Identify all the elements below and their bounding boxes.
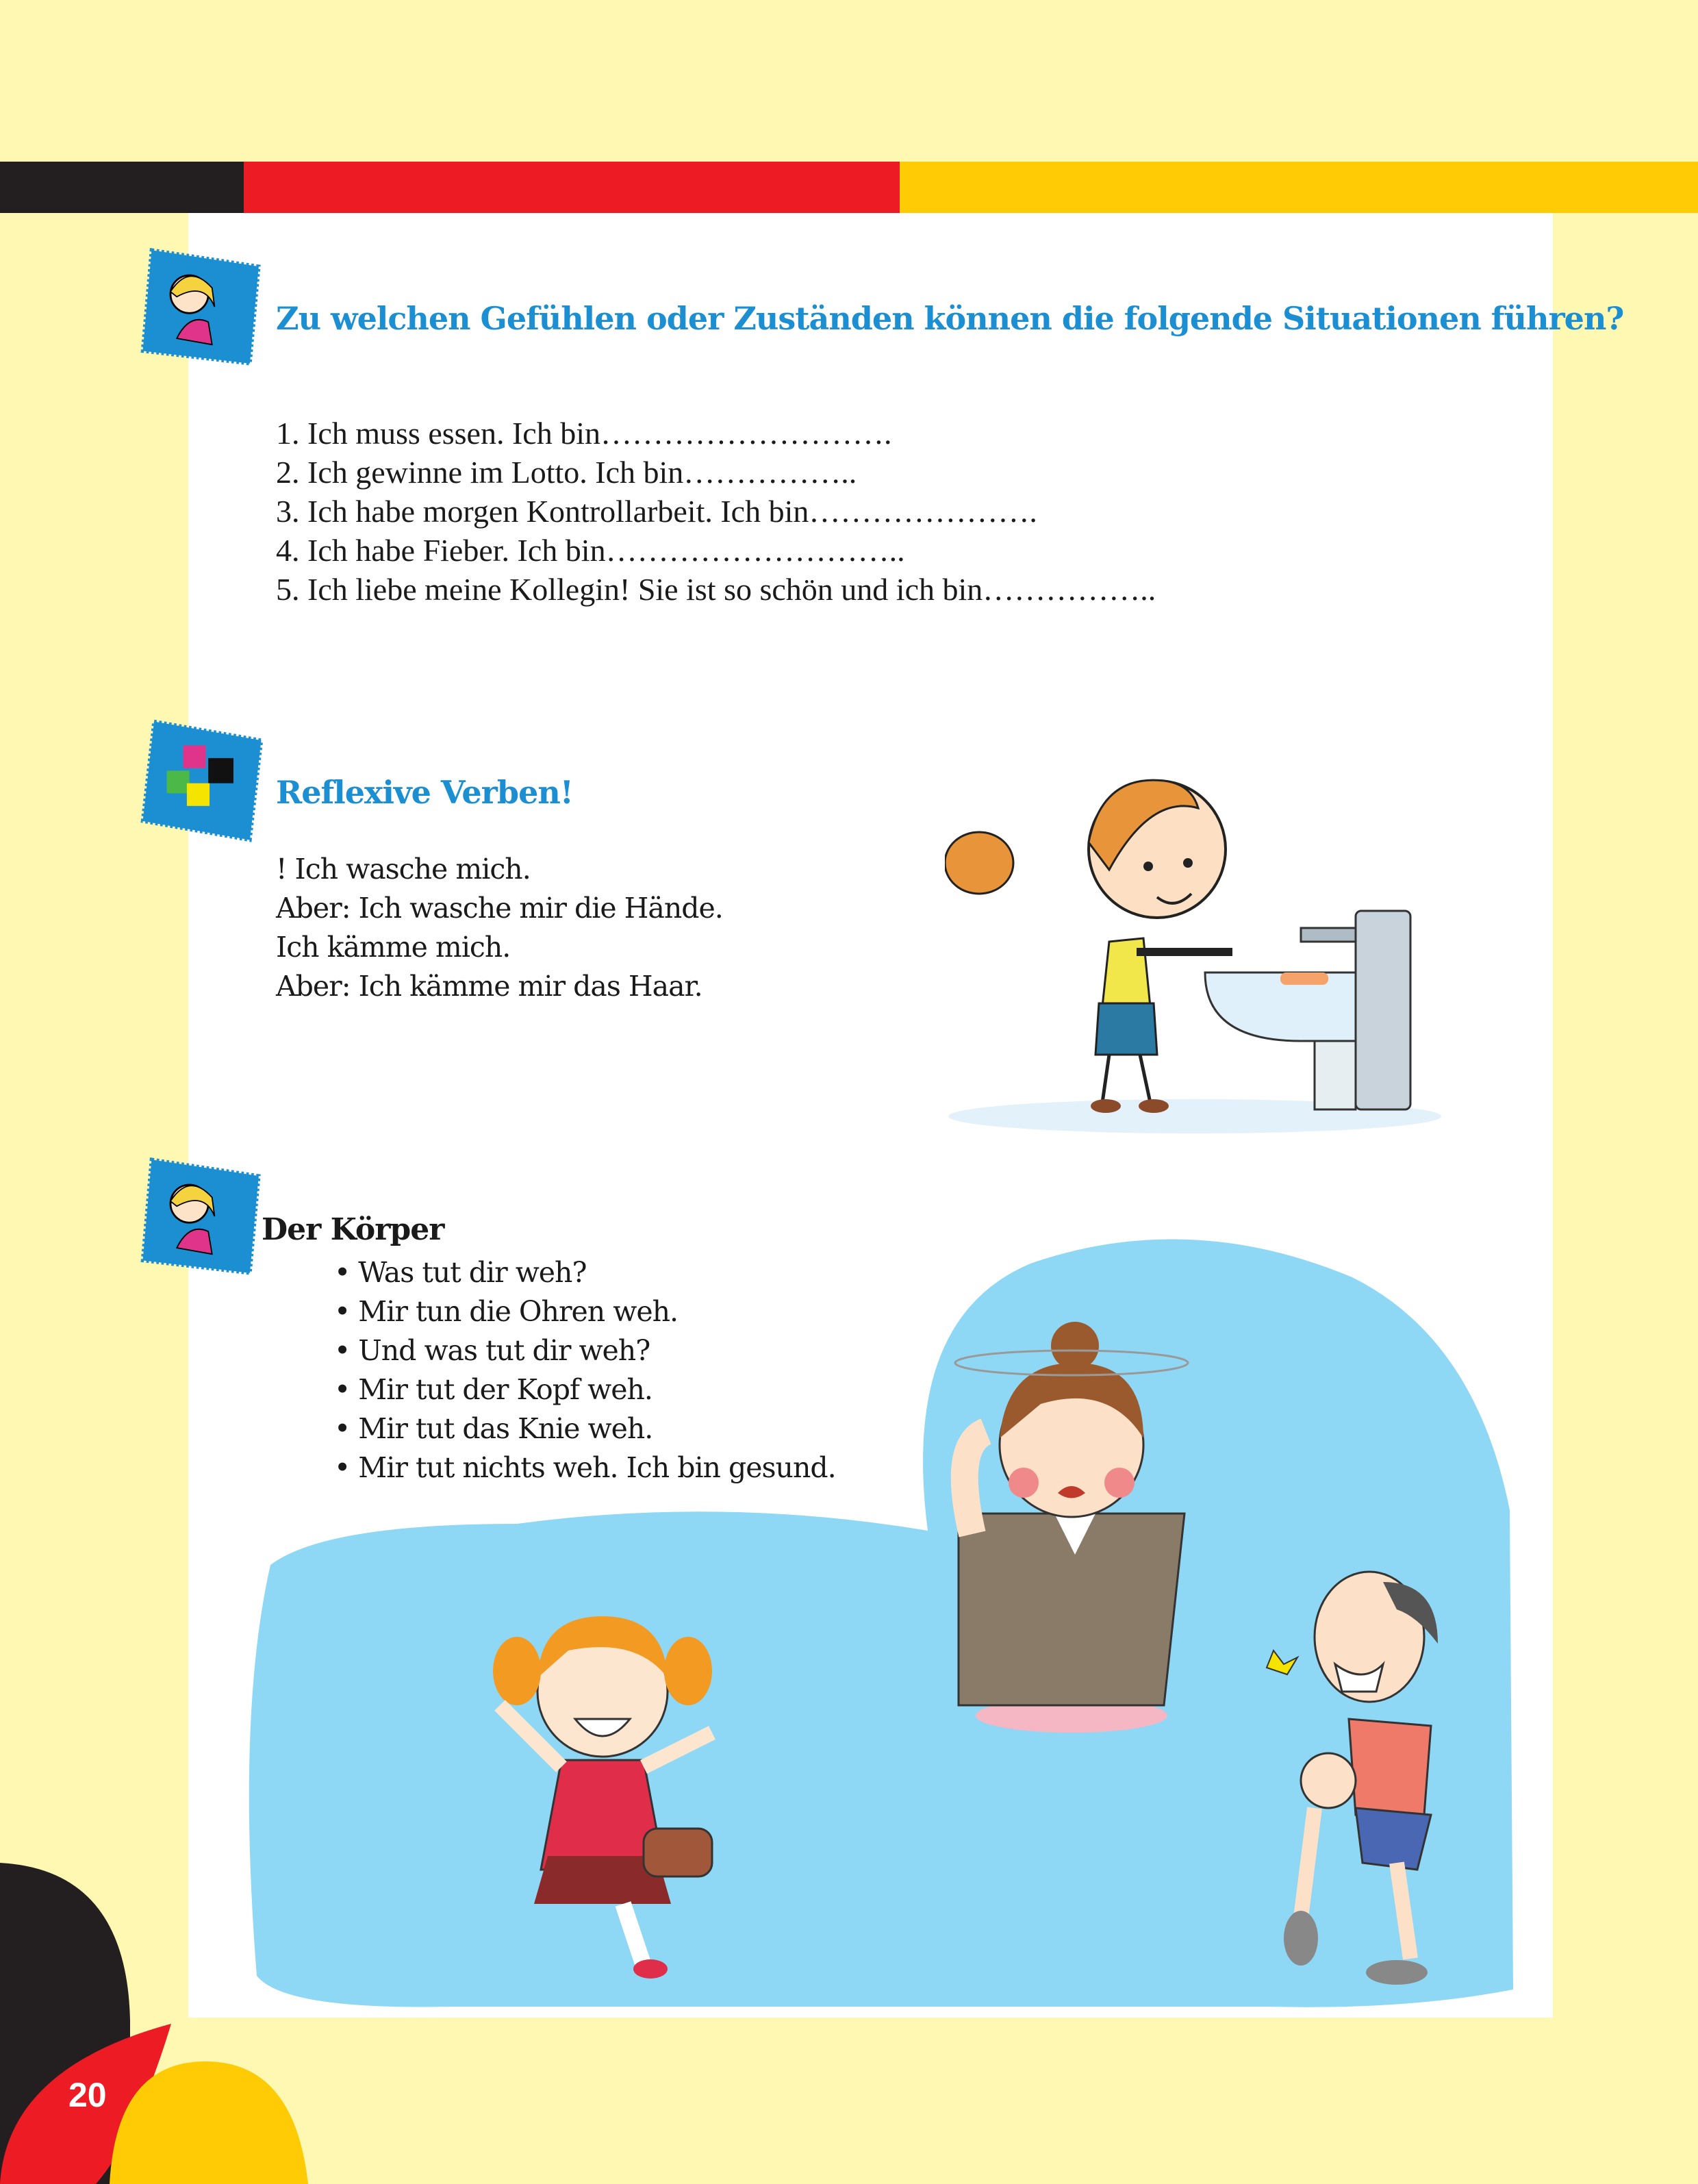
bullet: • xyxy=(334,1373,359,1406)
puzzle-stamp-icon xyxy=(139,718,265,844)
girl-washing-hands-illustration xyxy=(945,767,1445,1140)
phrase: Mir tun die Ohren weh. xyxy=(358,1295,679,1328)
section2-heading: Reflexive Verben! xyxy=(276,774,573,811)
exercise-list xyxy=(276,414,1156,609)
phrase: Was tut dir weh? xyxy=(358,1256,587,1289)
phrase: Mir tut nichts weh. Ich bin gesund. xyxy=(358,1451,836,1484)
section1-heading: Zu welchen Gefühlen oder Zuständen können die folgende Situationen führen? xyxy=(276,300,1624,337)
example-line: Aber: Ich wasche mir die Hände. xyxy=(276,892,723,925)
body-phrases-list xyxy=(334,1253,836,1488)
stripe-black xyxy=(0,162,244,213)
bullet: • xyxy=(334,1334,359,1367)
man-knee-pain-illustration xyxy=(1232,1555,1479,1993)
stripe-red xyxy=(244,162,900,213)
happy-girl-illustration xyxy=(486,1596,726,1979)
reflexive-examples xyxy=(276,850,723,1006)
bullet: • xyxy=(334,1451,359,1484)
exercise-item: 1. Ich muss essen. Ich bin………………………. xyxy=(276,416,892,451)
page-number: 20 xyxy=(68,2076,107,2114)
exercise-item: 4. Ich habe Fieber. Ich bin……………………….. xyxy=(276,533,905,568)
stripe-yellow xyxy=(900,162,1698,213)
exercise-item: 5. Ich liebe meine Kollegin! Sie ist so schön und ich bin…………….. xyxy=(276,572,1156,607)
woman-headache-illustration xyxy=(938,1308,1198,1733)
exercise-item: 3. Ich habe morgen Kontrollarbeit. Ich bin…………………. xyxy=(276,494,1037,529)
phrase: Und was tut dir weh? xyxy=(358,1334,650,1367)
exercise-item: 2. Ich gewinne im Lotto. Ich bin…………….. xyxy=(276,455,857,490)
example-line: Aber: Ich kämme mir das Haar. xyxy=(276,970,702,1003)
phrase: Mir tut der Kopf weh. xyxy=(358,1373,652,1406)
phrase: Mir tut das Knie weh. xyxy=(358,1412,653,1445)
bullet: • xyxy=(334,1295,359,1328)
bullet: • xyxy=(334,1256,359,1289)
example-line: ! Ich wasche mich. xyxy=(276,853,531,886)
girl-stamp-icon xyxy=(139,244,265,370)
section3-heading: Der Körper xyxy=(262,1212,444,1247)
example-line: Ich kämme mich. xyxy=(276,931,511,964)
bullet: • xyxy=(334,1412,359,1445)
corner-decoration xyxy=(0,1863,315,2184)
